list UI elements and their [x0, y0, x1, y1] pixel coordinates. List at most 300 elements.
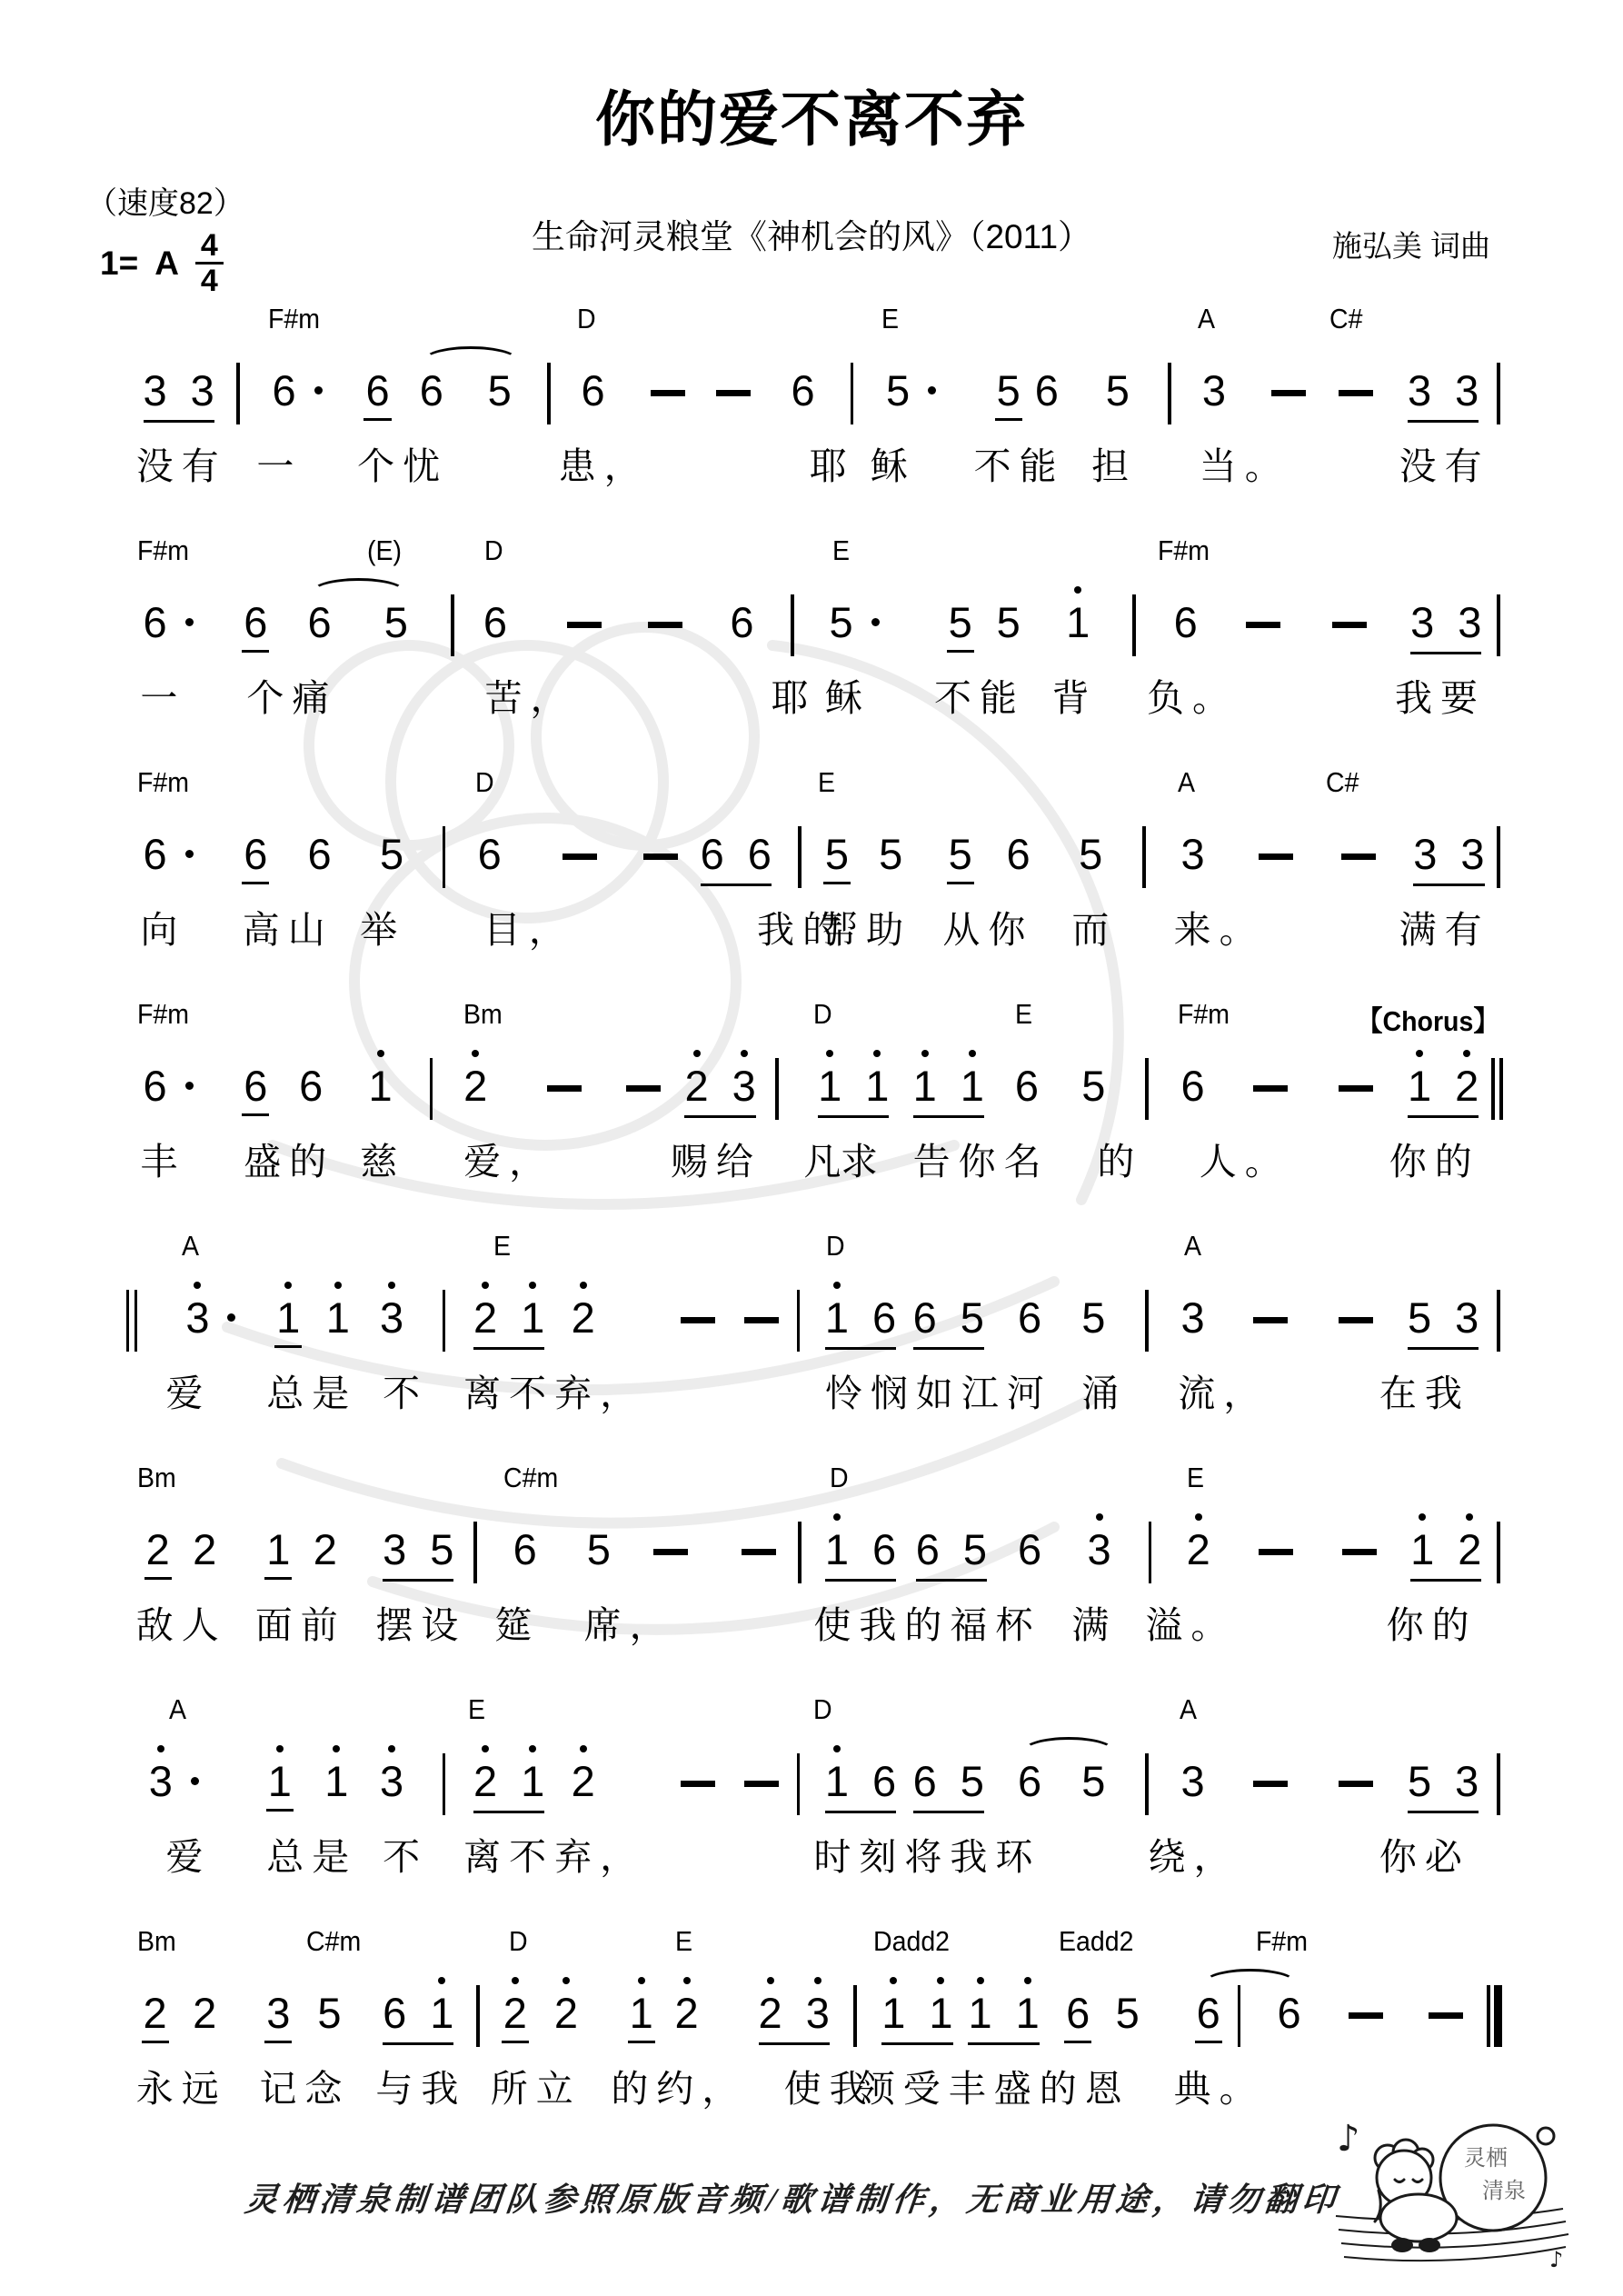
note-group: [307, 832, 331, 883]
octave-dot: [580, 1282, 587, 1289]
note-group: [307, 600, 331, 652]
note-digit: 6: [307, 830, 332, 878]
note-dash: [653, 1549, 688, 1555]
beamed-note-group: [818, 1063, 889, 1118]
barline-single: [1497, 1753, 1500, 1815]
barline-single: [1132, 594, 1136, 656]
note-digit: 6: [912, 1293, 937, 1342]
barline-single: [451, 594, 454, 656]
chord-label: D: [813, 998, 832, 1030]
note-dash: [1246, 622, 1280, 628]
music-note-icon: ♪: [1337, 2118, 1360, 2160]
note-digit: 2: [473, 1295, 497, 1340]
note-group: [1066, 1991, 1090, 2042]
note-digit: 3: [185, 1295, 209, 1340]
note-digit: 3: [1410, 598, 1435, 646]
note-dash: [1253, 1085, 1288, 1092]
note-digit: 3: [380, 1295, 403, 1340]
note-digit: 3: [383, 1525, 407, 1573]
note-group: [1197, 1991, 1220, 2042]
note-dash: [643, 854, 678, 860]
note-row-8: [84, 1991, 1501, 2045]
octave-dot: [157, 1745, 164, 1752]
music-note-icon: ♪: [1549, 2247, 1564, 2272]
note-group: [314, 1527, 337, 1579]
note-digit: 6: [419, 366, 443, 414]
note-group: [1079, 832, 1102, 883]
note-digit: 1: [929, 1991, 952, 2035]
note-group: [1081, 1295, 1105, 1347]
note-digit: 6: [365, 366, 390, 414]
note-digit: 1: [1066, 600, 1090, 644]
octave-dot: [873, 1050, 881, 1057]
note-digit: 3: [149, 1759, 173, 1803]
lyric: 慈: [360, 1141, 406, 1183]
chord-label: C#: [1325, 766, 1359, 798]
note-group: [1106, 368, 1130, 420]
barline-single: [791, 594, 794, 656]
note-group: [1180, 1063, 1204, 1115]
note-digit: 2: [145, 1525, 170, 1573]
beamed-note-group: [881, 1991, 952, 2045]
note-group: [1180, 1295, 1204, 1347]
note-digit: 6: [791, 366, 815, 414]
note-digit: 6: [872, 1757, 897, 1805]
lyric: 没有: [135, 445, 227, 487]
beamed-note-group: [759, 1991, 830, 2045]
octave-dot: [580, 1745, 587, 1752]
note-digit: 6: [730, 598, 754, 646]
composer-credit: 施弘美 词曲: [1331, 229, 1490, 263]
note-digit: 5: [1115, 1989, 1140, 2037]
barline-double: [1491, 1058, 1495, 1120]
barline-single: [797, 1753, 801, 1815]
chord-label: F#m: [137, 534, 190, 566]
lyric: 担: [1091, 445, 1138, 487]
chord-label: F#m: [267, 303, 320, 334]
lyric: 凡: [803, 1141, 850, 1183]
note-group: [144, 832, 194, 883]
note-digit: 2: [1458, 1527, 1481, 1572]
barline-single: [1145, 1290, 1149, 1352]
section-label: 【Chorus】: [1356, 1005, 1499, 1037]
note-digit: 2: [572, 1759, 595, 1803]
octave-dot: [529, 1745, 536, 1752]
tempo-marking: （速度82）: [86, 186, 244, 221]
note-group: [144, 1991, 167, 2042]
beamed-note-group: [383, 1527, 453, 1582]
time-numerator: 4: [195, 229, 224, 265]
octave-dot: [333, 1745, 340, 1752]
note-group: [380, 1759, 403, 1811]
svg-text:灵栖: 灵栖: [1464, 2146, 1508, 2171]
note-digit: 2: [193, 1989, 217, 2037]
barline-single: [1149, 1522, 1152, 1583]
lyric: 耶: [809, 445, 855, 487]
lyric: 来。: [1173, 909, 1265, 951]
chord-label: Bm: [137, 1462, 177, 1493]
barline-single: [1497, 363, 1500, 424]
note-dash: [547, 1085, 582, 1092]
note-digit: 5: [996, 598, 1021, 646]
lyric: 我要: [1395, 677, 1486, 719]
lyric: 我的: [757, 909, 848, 951]
lyric: 爱: [165, 1373, 212, 1414]
note-digit: 5: [1081, 1062, 1106, 1110]
chord-label: F#m: [137, 766, 190, 798]
barline-double: [126, 1290, 130, 1352]
note-group: [299, 1063, 323, 1115]
time-denominator: 4: [200, 264, 218, 298]
octave-dot: [1195, 1513, 1202, 1521]
note-digit: 6: [299, 1062, 324, 1110]
chord-label: Bm: [137, 1925, 177, 1957]
note-group: [554, 1991, 578, 2042]
barline-single: [1142, 826, 1146, 888]
octave-dot: [921, 1050, 929, 1057]
note-digit: 5: [948, 598, 972, 646]
note-digit: 3: [1455, 366, 1479, 414]
lyric: 耶: [771, 677, 817, 719]
note-group: [326, 1295, 350, 1347]
barline-single: [443, 1290, 446, 1352]
note-group: [185, 1295, 235, 1347]
note-group: [266, 1527, 290, 1579]
lyric: 一: [256, 445, 303, 487]
barline-single: [443, 1753, 446, 1815]
note-dash: [1253, 1781, 1288, 1787]
note-digit: 5: [829, 598, 853, 646]
note-digit: 3: [1180, 1293, 1205, 1342]
octave-dot: [512, 1977, 519, 1984]
note-digit: 6: [307, 598, 332, 646]
note-dash: [567, 622, 602, 628]
note-group: [825, 832, 849, 883]
barline-single: [236, 363, 240, 424]
chord-label: A: [1178, 766, 1196, 798]
note-group: [1007, 832, 1031, 883]
octave-dot: [334, 1282, 342, 1289]
octave-dot: [1024, 1977, 1031, 1984]
note-digit: 2: [1187, 1527, 1210, 1572]
lyric: 离不弃，: [463, 1373, 646, 1414]
lyric: 不能: [973, 445, 1065, 487]
note-digit: 1: [825, 1527, 849, 1572]
note-group: [1187, 1527, 1210, 1579]
lyric: 求: [841, 1141, 887, 1183]
note-digit: 6: [244, 830, 268, 878]
lyric: 从你: [942, 909, 1034, 951]
barline-single: [473, 1522, 477, 1583]
chord-label: A: [1179, 1693, 1197, 1725]
note-group: [1116, 1991, 1140, 2042]
note-digit: 6: [1018, 1293, 1042, 1342]
note-digit: 3: [1201, 366, 1226, 414]
note-group: [380, 832, 403, 883]
note-digit: 3: [1408, 366, 1432, 414]
note-group: [1087, 1527, 1110, 1579]
barline-single: [775, 1058, 779, 1120]
note-digit: 5: [1081, 1293, 1106, 1342]
chord-label: A: [181, 1230, 199, 1262]
barline-single: [1497, 594, 1500, 656]
note-group: [144, 1063, 194, 1115]
note-dash: [1339, 1085, 1373, 1092]
chord-label: F#m: [1256, 1925, 1309, 1957]
note-digit: 6: [483, 598, 508, 646]
note-group: [1066, 600, 1090, 652]
chord-label: Dadd2: [872, 1925, 950, 1957]
duration-dot: [314, 386, 323, 394]
note-dash: [681, 1317, 715, 1323]
barline-single: [853, 1985, 857, 2047]
note-digit: 5: [317, 1989, 342, 2037]
note-digit: 3: [732, 1063, 756, 1108]
octave-dot: [1096, 1513, 1103, 1521]
note-digit: 1: [961, 1063, 984, 1108]
chord-label: A: [1198, 303, 1216, 334]
beamed-note-group: [825, 1295, 896, 1350]
barline-final: [1487, 1985, 1490, 2047]
note-digit: 5: [383, 598, 408, 646]
lyric: 一: [140, 677, 186, 719]
note-digit: 3: [806, 1991, 830, 2035]
note-dash: [648, 622, 682, 628]
octave-dot: [482, 1745, 489, 1752]
barline-single: [1497, 1522, 1500, 1583]
note-group: [791, 368, 814, 420]
octave-dot: [377, 1050, 384, 1057]
lyric: 稣: [824, 677, 871, 719]
note-digit: 6: [383, 1989, 407, 2037]
note-group: [146, 1527, 170, 1579]
note-digit: 6: [1018, 1525, 1042, 1573]
note-dash: [1259, 854, 1293, 860]
note-digit: 5: [1079, 830, 1103, 878]
octave-dot: [977, 1977, 984, 1984]
note-digit: 2: [675, 1991, 699, 2035]
note-digit: 1: [324, 1759, 348, 1803]
octave-dot: [638, 1977, 645, 1984]
note-digit: 1: [276, 1295, 300, 1340]
note-digit: 6: [513, 1525, 537, 1573]
chord-label: C#m: [503, 1462, 558, 1493]
note-group: [949, 600, 972, 652]
note-group: [193, 1991, 216, 2042]
lyric: 不: [383, 1836, 429, 1878]
duration-dot: [928, 386, 936, 394]
chord-label: D: [576, 303, 596, 334]
note-digit: 2: [193, 1525, 217, 1573]
note-group: [587, 1527, 611, 1579]
note-digit: 2: [143, 1989, 167, 2037]
note-digit: 6: [1066, 1989, 1090, 2037]
chord-label: A: [1183, 1230, 1201, 1262]
note-digit: 2: [554, 1991, 578, 2035]
note-digit: 6: [143, 598, 167, 646]
note-digit: 2: [1455, 1063, 1479, 1108]
lyric: 不: [383, 1373, 429, 1414]
beamed-note-group: [1410, 1527, 1481, 1582]
beamed-note-group: [701, 832, 772, 886]
chord-label: D: [484, 534, 504, 566]
note-group: [149, 1759, 199, 1811]
octave-dot: [472, 1050, 479, 1057]
note-digit: 5: [1408, 1757, 1432, 1805]
beamed-note-group: [916, 1527, 987, 1582]
beamed-note-group: [825, 1527, 896, 1582]
octave-dot: [438, 1977, 445, 1984]
lyric: 永远: [135, 2068, 227, 2110]
duration-dot: [185, 1082, 194, 1090]
note-digit: 3: [1455, 1757, 1479, 1805]
lyric: 的: [1097, 1141, 1143, 1183]
octave-dot: [388, 1745, 395, 1752]
note-digit: 5: [430, 1525, 454, 1573]
note-group: [949, 832, 972, 883]
chord-label: D: [509, 1925, 528, 1957]
note-group: [886, 368, 936, 420]
lyric: 时刻将我环: [813, 1836, 1041, 1878]
note-dash: [563, 854, 597, 860]
note-digit: 6: [700, 830, 724, 878]
note-group: [488, 368, 512, 420]
duration-dot: [227, 1313, 235, 1322]
note-digit: 6: [1196, 1989, 1220, 2037]
note-digit: 3: [266, 1989, 291, 2037]
lyric: 你的: [1389, 1141, 1480, 1183]
chord-label: D: [829, 1462, 849, 1493]
note-dash: [1339, 390, 1373, 396]
key-prefix: 1=: [100, 244, 139, 282]
note-digit: 1: [1016, 1991, 1040, 2035]
lyric: 没有: [1399, 445, 1490, 487]
octave-dot: [194, 1282, 201, 1289]
lyric: 总是: [266, 1373, 358, 1414]
chord-label: E: [1186, 1462, 1204, 1493]
beamed-note-group: [825, 1759, 896, 1813]
note-digit: 5: [996, 366, 1021, 414]
slur-arc: [311, 578, 407, 607]
beamed-note-group: [473, 1295, 544, 1350]
note-group: [1174, 600, 1198, 652]
lyric: 举: [360, 909, 406, 951]
note-row-5: [84, 1295, 1501, 1350]
note-group: [1035, 368, 1059, 420]
note-digit: 6: [143, 1062, 167, 1110]
note-group: [272, 368, 322, 420]
note-digit: 2: [473, 1759, 497, 1803]
slur-arc: [1203, 1969, 1297, 1998]
chord-label: F#m: [1158, 534, 1210, 566]
lyric: 盛的: [244, 1141, 335, 1183]
note-digit: 1: [968, 1991, 991, 2035]
octave-dot: [1466, 1513, 1473, 1521]
note-digit: 3: [1413, 830, 1438, 878]
note-group: [365, 368, 389, 420]
beamed-note-group: [144, 368, 214, 423]
note-digit: 1: [326, 1295, 350, 1340]
chord-label: D: [826, 1230, 846, 1262]
octave-dot: [276, 1745, 284, 1752]
note-digit: 1: [825, 1759, 849, 1803]
note-group: [369, 1063, 393, 1115]
chord-label: E: [493, 1230, 511, 1262]
lyric: 在我: [1379, 1373, 1470, 1414]
note-digit: 5: [1408, 1293, 1432, 1342]
note-dash: [742, 1549, 776, 1555]
lyric: 帮助: [821, 909, 912, 951]
beamed-note-group: [913, 1759, 984, 1813]
octave-dot: [529, 1282, 536, 1289]
note-group: [630, 1991, 653, 2042]
note-digit: 6: [1006, 830, 1031, 878]
lyric: 怜悯如江河: [824, 1373, 1052, 1414]
note-group: [1018, 1759, 1041, 1811]
barline-single: [851, 363, 854, 424]
beamed-note-group: [684, 1063, 755, 1118]
note-group: [420, 368, 443, 420]
note-dash: [744, 1781, 779, 1787]
note-group: [317, 1991, 341, 2042]
note-group: [997, 368, 1021, 420]
beamed-note-group: [383, 1991, 453, 2045]
note-digit: 3: [1460, 830, 1485, 878]
note-group: [1180, 1759, 1204, 1811]
note-group: [1180, 832, 1204, 883]
note-digit: 6: [1018, 1757, 1042, 1805]
note-digit: 1: [266, 1525, 291, 1573]
octave-dot: [482, 1282, 489, 1289]
octave-dot: [890, 1977, 897, 1984]
note-group: [513, 1527, 537, 1579]
chord-label: Bm: [463, 998, 503, 1030]
octave-dot: [693, 1050, 701, 1057]
note-digit: 2: [572, 1295, 595, 1340]
note-group: [572, 1759, 595, 1811]
note-digit: 6: [1173, 598, 1198, 646]
barline-single: [1497, 1290, 1500, 1352]
lyric: 负。: [1147, 677, 1238, 719]
note-digit: 5: [879, 830, 903, 878]
note-digit: 3: [1180, 830, 1205, 878]
lyric: 流，: [1178, 1373, 1270, 1414]
note-row-4: [84, 1063, 1501, 1118]
note-digit: 1: [881, 1991, 905, 2035]
chord-label: F#m: [1178, 998, 1230, 1030]
chord-label: C#m: [305, 1925, 362, 1957]
octave-dot: [1074, 586, 1081, 594]
note-group: [1081, 1063, 1105, 1115]
note-digit: 2: [684, 1063, 708, 1108]
note-digit: 1: [630, 1991, 653, 2035]
lyric: 记念: [259, 2068, 351, 2110]
lyric: 领受丰盛的恩: [857, 2068, 1130, 2110]
note-digit: 1: [825, 1295, 849, 1340]
chord-label: D: [474, 766, 494, 798]
chord-label: E: [467, 1693, 485, 1725]
lyric: 筵: [494, 1604, 541, 1646]
chord-label: E: [881, 303, 900, 334]
note-digit: 5: [586, 1525, 611, 1573]
note-dash: [1339, 1781, 1373, 1787]
lyric: 爱: [165, 1836, 212, 1878]
note-digit: 5: [960, 1293, 984, 1342]
note-digit: 1: [521, 1759, 544, 1803]
beamed-note-group: [913, 1295, 984, 1350]
note-digit: 2: [313, 1525, 337, 1573]
lyric: 向: [140, 909, 186, 951]
